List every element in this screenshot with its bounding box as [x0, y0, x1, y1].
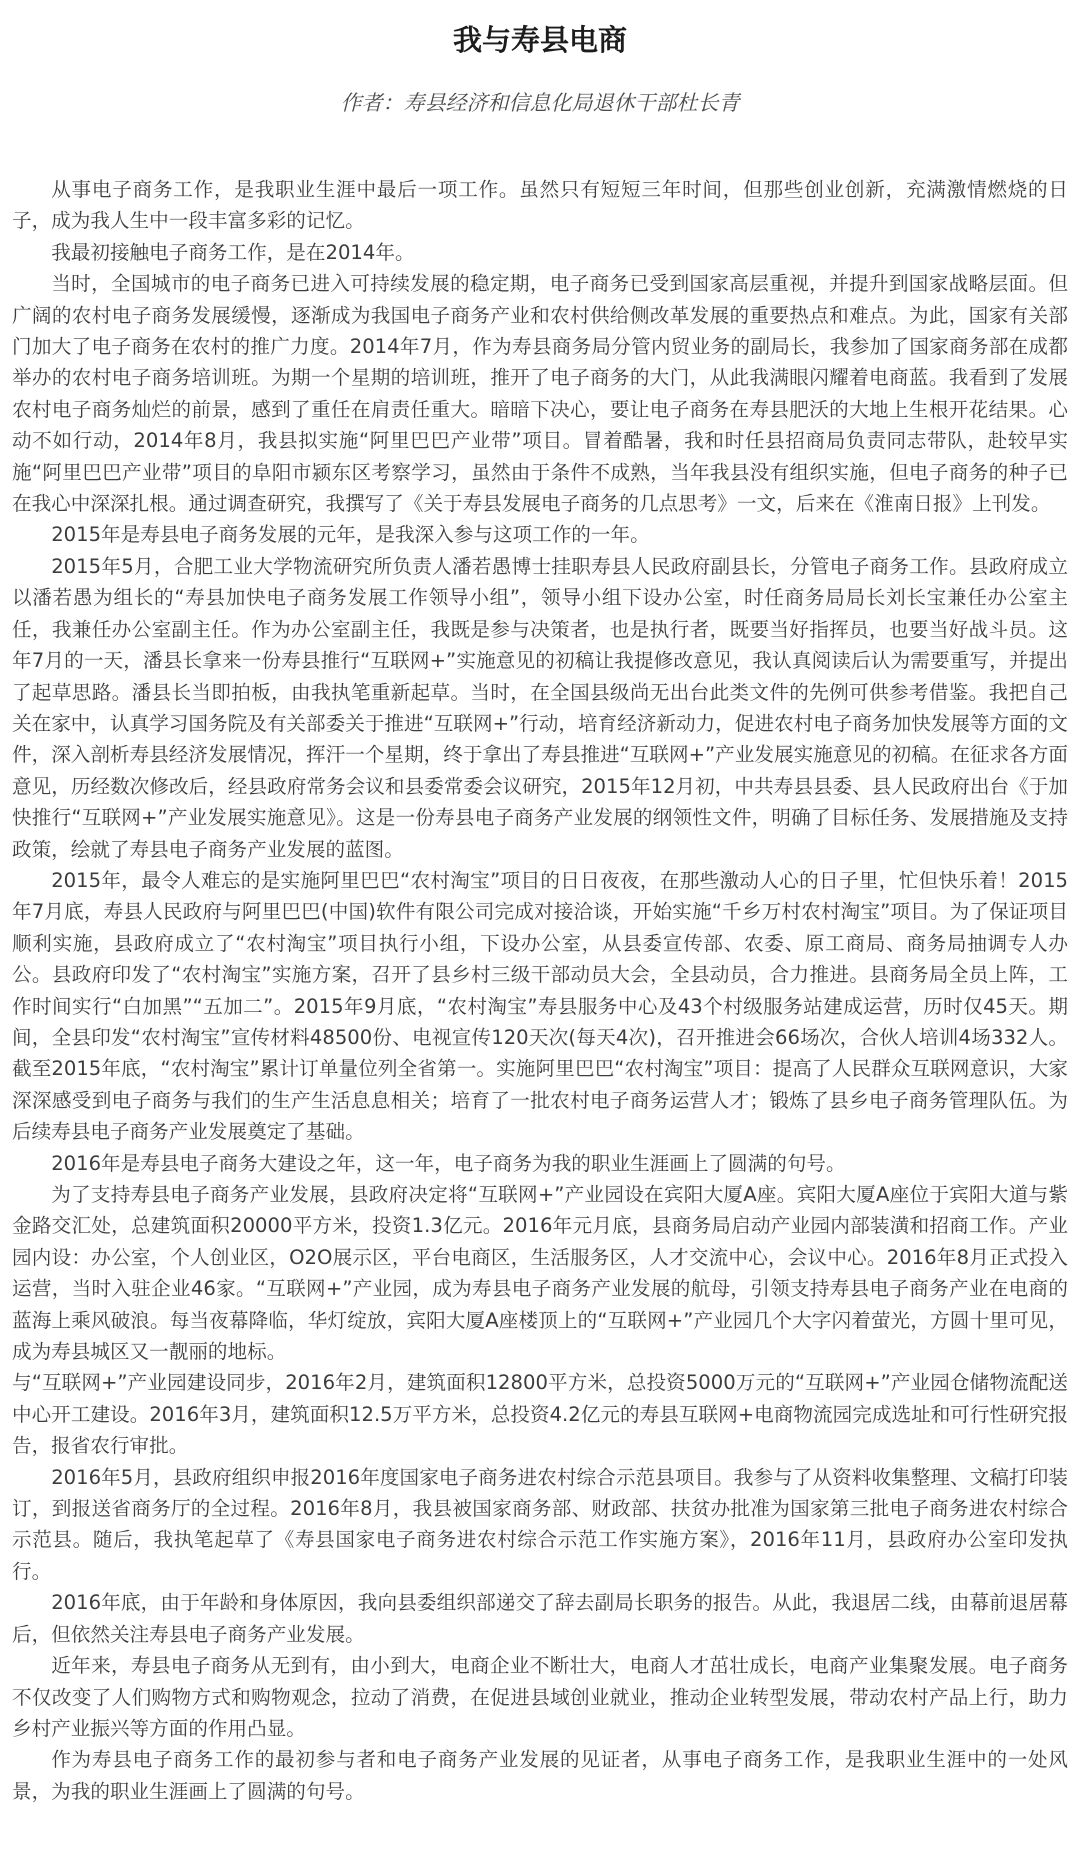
article-title: 我与寿县电商 — [452, 23, 627, 57]
paragraph-3: 当时，全国城市的电子商务已进入可持续发展的稳定期，电子商务已受到国家高层重视，并提升到国家战略层面。但广阔的农村电子商务发展缓慢，逐渐成为我国电子商务产业和农村供给侧改革发展的重要热点和难点。为此，国家有关部门加大了电子商务在农村的推广力度。2014年7月，作为寿县商务局分管内贸业务的副局长，我参加了国家商务部在成都举办的农村电子商务培训班。为期一个星期的培训班，推开了电子商务的大门，从此我满眼闪耀着电商蓝。我看到了发展农村电子商务灿烂的前景，感到了重任在肩责任重大。暗暗下决心，要让电子商务在寿县肥沃的大地上生根开花结果。心动不如行动，2014年8月，我县拟实施“阿里巴巴产业带”项目。冒着酷暑，我和时任县招商局负责同志带队，赴较早实施“阿里巴巴产业带”项目的阜阳市颍东区考察学习，虽然由于条件不成熟，当年我县没有组织实施，但电子商务的种子已在我心中深深扎根。通过调查研究，我撰写了《关于寿县发展电子商务的几点思考》一文，后来在《淮南日报》上刊发。 — [12, 272, 1068, 516]
paragraph-7: 2016年是寿县电子商务大建设之年，这一年，电子商务为我的职业生涯画上了圆满的句号。 — [51, 1151, 846, 1175]
paragraph-1: 从事电子商务工作，是我职业生涯中最后一项工作。虽然只有短短三年时间，但那些创业创新，充满激情燃烧的日子，成为我人生中一段丰富多彩的记忆。 — [12, 178, 1068, 233]
paragraph-11: 2016年底，由于年龄和身体原因，我向县委组织部递交了辞去副局长职务的报告。从此，我退居二线，由幕前退居幕后，但依然关注寿县电子商务产业发展。 — [12, 1591, 1068, 1646]
article-byline: 作者：寿县经济和信息化局退休干部杜长青 — [340, 91, 740, 115]
paragraph-4: 2015年是寿县电子商务发展的元年，是我深入参与这项工作的一年。 — [51, 523, 650, 547]
paragraph-6: 2015年，最令人难忘的是实施阿里巴巴“农村淘宝”项目的日日夜夜，在那些激动人心的日子里，忙但快乐着！2015年7月底，寿县人民政府与阿里巴巴(中国)软件有限公司完成对接洽谈，开始实施“千乡万村农村淘宝”项目。为了保证项目顺利实施，县政府成立了“农村淘宝”项目执行小组，下设办公室，从县委宣传部、农委、原工商局、商务局抽调专人办公。县政府印发了“农村淘宝”实施方案，召开了县乡村三级干部动员大会，全县动员，合力推进。县商务局全员上阵，工作时间实行“白加黑”“五加二”。2015年9月底，“农村淘宝”寿县服务中心及43个村级服务站建成运营，历时仅45天。期间，全县印发“农村淘宝”宣传材料48500份、电视宣传120天次(每天4次)，召开推进会66场次，合伙人培训4场332人。截至2015年底，“农村淘宝”累计订单量位列全省第一。实施阿里巴巴“农村淘宝”项目：提高了人民群众互联网意识，大家深深感受到电子商务与我们的生产生活息息相关；培育了一批农村电子商务运营人才；锻炼了县乡电子商务管理队伍。为后续寿县电子商务产业发展奠定了基础。 — [12, 868, 1068, 1144]
paragraph-9: 与“互联网+”产业园建设同步，2016年2月，建筑面积12800平方米，总投资5000万元的“互联网+”产业园仓储物流配送中心开工建设。2016年3月，建筑面积12.5万平方米，总投资4.2亿元的寿县互联网+电商物流园完成选址和可行性研究报告，报省农行审批。 — [12, 1371, 1068, 1458]
paragraph-2: 我最初接触电子商务工作，是在2014年。 — [51, 240, 415, 264]
paragraph-8: 为了支持寿县电子商务产业发展，县政府决定将“互联网+”产业园设在宾阳大厦A座。宾阳大厦A座位于宾阳大道与紫金路交汇处，总建筑面积20000平方米，投资1.3亿元。2016年元月底，县商务局启动产业园内部装潢和招商工作。产业园内设：办公室，个人创业区，O2O展示区，平台电商区，生活服务区，人才交流中心，会议中心。2016年8月正式投入运营，当时入驻企业46家。“互联网+”产业园，成为寿县电子商务产业发展的航母，引领支持寿县电子商务产业在电商的蓝海上乘风破浪。每当夜幕降临，华灯绽放，宾阳大厦A座楼顶上的“互联网+”产业园几个大字闪着萤光，方圆十里可见，成为寿县城区又一靓丽的地标。 — [12, 1183, 1068, 1364]
article-body — [12, 174, 1068, 1807]
paragraph-12: 近年来，寿县电子商务从无到有，由小到大，电商企业不断壮大，电商人才茁壮成长，电商产业集聚发展。电子商务不仅改变了人们购物方式和购物观念，拉动了消费，在促进县域创业就业，推动企业转型发展，带动农村产品上行，助力乡村产业振兴等方面的作用凸显。 — [12, 1654, 1068, 1740]
paragraph-13: 作为寿县电子商务工作的最初参与者和电子商务产业发展的见证者，从事电子商务工作，是我职业生涯中的一处风景，为我的职业生涯画上了圆满的句号。 — [12, 1748, 1068, 1803]
paragraph-10: 2016年5月，县政府组织申报2016年度国家电子商务进农村综合示范县项目。我参与了从资料收集整理、文稿打印装订，到报送省商务厅的全过程。2016年8月，我县被国家商务部、财政部、扶贫办批准为国家第三批电子商务进农村综合示范县。随后，我执笔起草了《寿县国家电子商务进农村综合示范工作实施方案》，2016年11月，县政府办公室印发执行。 — [12, 1465, 1068, 1583]
paragraph-5: 2015年5月，合肥工业大学物流研究所负责人潘若愚博士挂职寿县人民政府副县长，分管电子商务工作。县政府成立以潘若愚为组长的“寿县加快电子商务发展工作领导小组”，领导小组下设办公室，时任商务局局长刘长宝兼任办公室主任，我兼任办公室副主任。作为办公室副主任，我既是参与决策者，也是执行者，既要当好指挥员，也要当好战斗员。这年7月的一天，潘县长拿来一份寿县推行“互联网+”实施意见的初稿让我提修改意见，我认真阅读后认为需要重写，并提出了起草思路。潘县长当即拍板，由我执笔重新起草。当时，在全国县级尚无出台此类文件的先例可供参考借鉴。我把自己关在家中，认真学习国务院及有关部委关于推进“互联网+”行动，培育经济新动力，促进农村电子商务加快发展等方面的文件，深入剖析寿县经济发展情况，挥汗一个星期，终于拿出了寿县推进“互联网+”产业发展实施意见的初稿。在征求各方面意见，历经数次修改后，经县政府常务会议和县委常委会议研究，2015年12月初，中共寿县县委、县人民政府出台《于加快推行“互联网+”产业发展实施意见》。这是一份寿县电子商务产业发展的纲领性文件，明确了目标任务、发展措施及支持政策，绘就了寿县电子商务产业发展的蓝图。 — [12, 554, 1068, 861]
